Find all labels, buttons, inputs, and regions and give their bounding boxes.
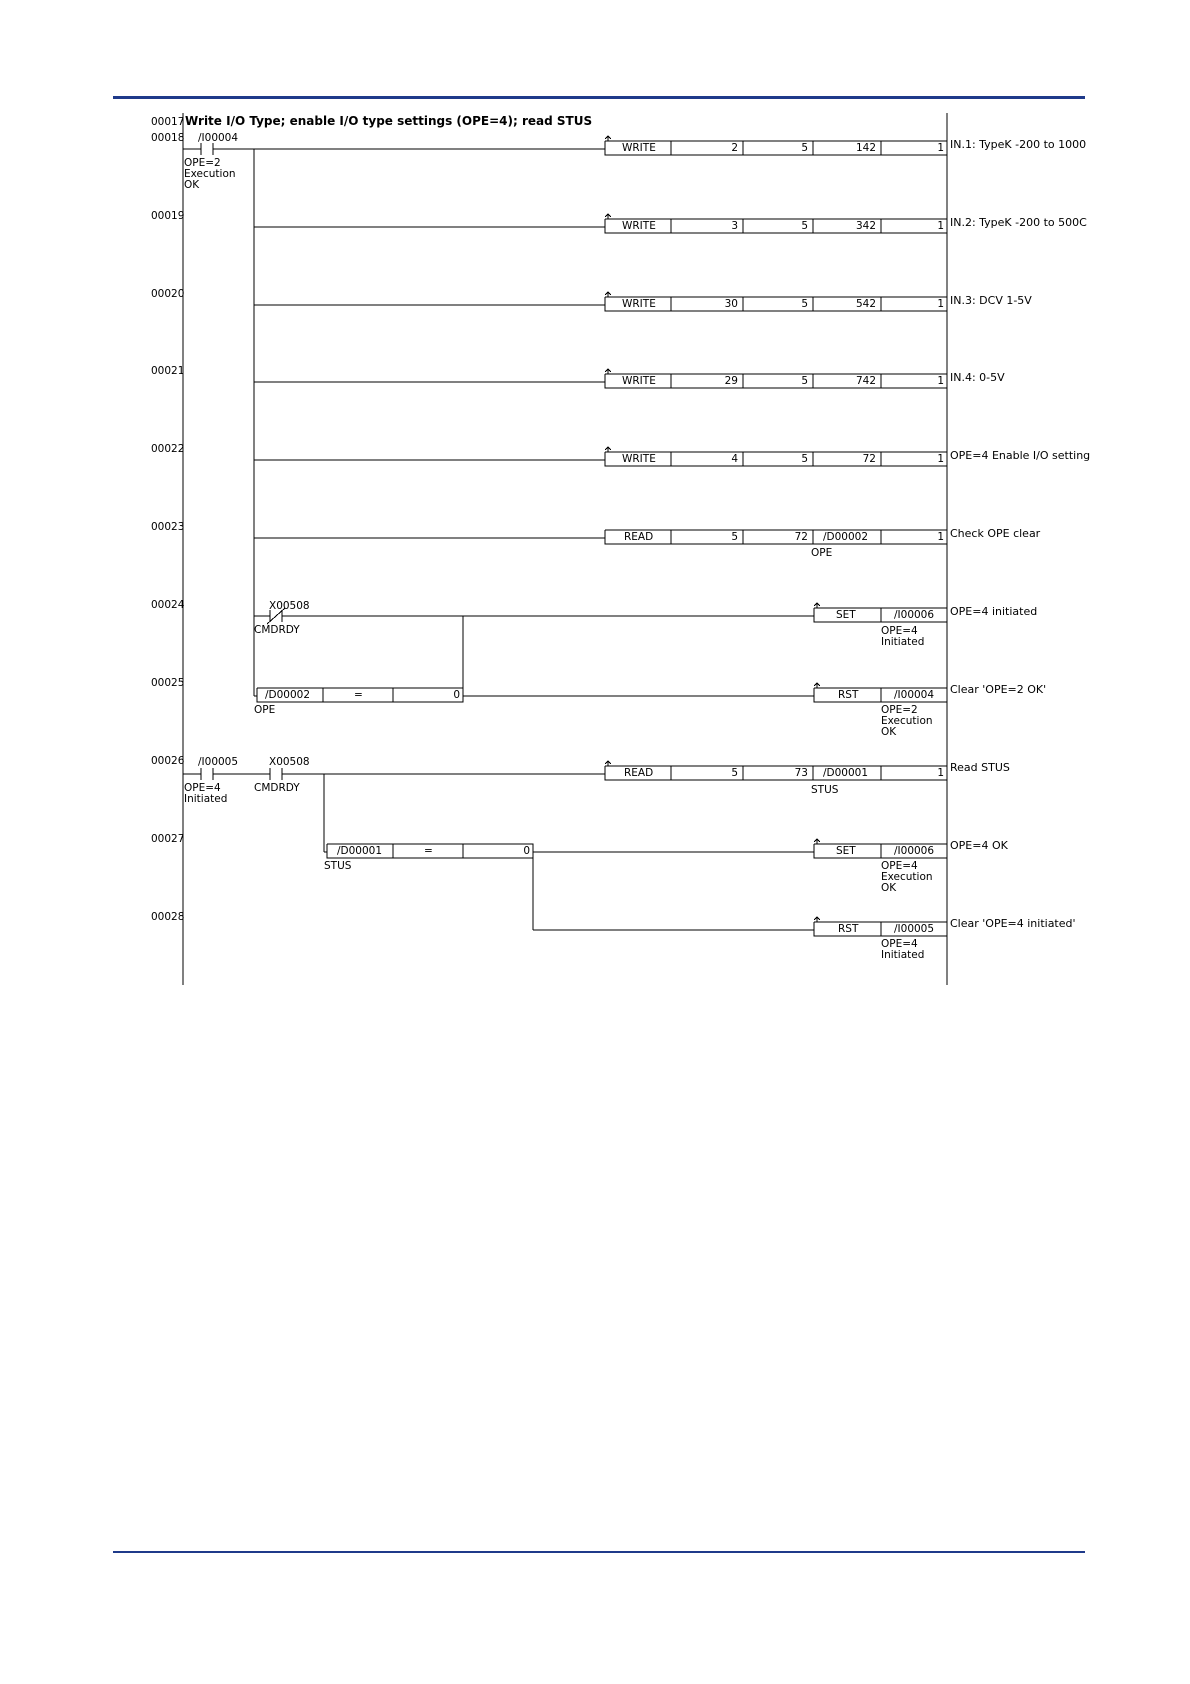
step-number: 00021 (151, 365, 185, 377)
instruction-sub: OPE=4 (881, 860, 918, 872)
instruction-arg: 342 (855, 220, 876, 232)
rung-comment: OPE=4 initiated (950, 605, 1038, 618)
instruction-arg: 4 (731, 453, 738, 465)
instruction-op: WRITE (622, 453, 656, 465)
rung-comment: OPE=4 OK (950, 839, 1008, 852)
compare-arg: = (424, 845, 433, 857)
instruction-read-ope (605, 530, 947, 559)
step-number: 00023 (151, 521, 185, 533)
contact-i00005 (183, 756, 238, 805)
instruction-sub: Initiated (881, 949, 925, 961)
step-number: 00026 (151, 755, 185, 767)
instruction-arg: 5 (801, 453, 808, 465)
instruction-arg: 142 (855, 142, 876, 154)
instruction-arg: 29 (724, 375, 738, 387)
instruction-arg: /D00001 (823, 767, 869, 779)
rung-comment: Check OPE clear (950, 527, 1041, 540)
instruction-arg: 5 (801, 220, 808, 232)
instruction-write-in2 (605, 214, 947, 233)
instruction-sub: Execution (881, 871, 933, 883)
rung-comment: Read STUS (950, 761, 1010, 774)
instruction-arg: 1 (937, 453, 944, 465)
instruction-read-stus (605, 761, 947, 796)
contact-label: OK (184, 179, 200, 191)
instruction-op: WRITE (622, 142, 656, 154)
rung-comment: Clear 'OPE=4 initiated' (950, 917, 1076, 930)
contact-label: Execution (184, 168, 236, 180)
contact-x00508 (254, 756, 310, 794)
instruction-arg: /I00006 (894, 609, 935, 621)
rung-comment: IN.2: TypeK -200 to 500C (950, 216, 1087, 229)
instruction-write-in4 (605, 369, 947, 388)
contact-address: /I00004 (198, 132, 239, 144)
instruction-arg: 542 (855, 298, 876, 310)
step-number: 00028 (151, 911, 185, 923)
step-number: 00022 (151, 443, 185, 455)
step-number: 00019 (151, 210, 185, 222)
instruction-op: WRITE (622, 375, 656, 387)
contact-i00004 (183, 132, 238, 191)
rung-comment: IN.3: DCV 1-5V (950, 294, 1032, 307)
instruction-set-ope4-initiated (814, 603, 947, 648)
step-numbers (151, 132, 185, 923)
compare-arg: 0 (523, 845, 530, 857)
instruction-sub: Initiated (881, 636, 925, 648)
instruction-arg: /I00004 (894, 689, 935, 701)
step-number: 00024 (151, 599, 185, 611)
instruction-arg: 5 (801, 298, 808, 310)
compare-sub: OPE (254, 704, 276, 716)
instruction-arg: 5 (731, 531, 738, 543)
contact-label: OPE=4 (184, 782, 221, 794)
instruction-arg: 1 (937, 531, 944, 543)
contact-label: CMDRDY (254, 624, 300, 636)
rung-comment: IN.4: 0-5V (950, 371, 1005, 384)
step-number: 00027 (151, 833, 185, 845)
rung-comment: IN.1: TypeK -200 to 1000 (950, 138, 1087, 151)
compare-arg: 0 (453, 689, 460, 701)
instruction-arg: 1 (937, 375, 944, 387)
instruction-write-ope4 (605, 447, 947, 466)
instruction-arg: /I00005 (894, 923, 935, 935)
contact-address: X00508 (269, 756, 310, 768)
instruction-arg: 30 (724, 298, 738, 310)
instruction-op: WRITE (622, 298, 656, 310)
instruction-op: RST (838, 923, 859, 935)
instruction-op: SET (836, 609, 856, 621)
instruction-sub: OPE (811, 547, 833, 559)
contact-address: X00508 (269, 600, 310, 612)
compare-arg: /D00002 (265, 689, 311, 701)
contact-address: /I00005 (198, 756, 239, 768)
instruction-rst-ope4-initiated (814, 917, 947, 961)
step-number: 00018 (151, 132, 185, 144)
instruction-arg: 73 (794, 767, 808, 779)
instruction-sub: OPE=4 (881, 938, 918, 950)
instruction-arg: 1 (937, 767, 944, 779)
instruction-arg: 3 (731, 220, 738, 232)
instruction-arg: 2 (731, 142, 738, 154)
contact-label: CMDRDY (254, 782, 300, 794)
instruction-op: READ (624, 767, 654, 779)
instruction-sub: OK (881, 882, 897, 894)
instruction-arg: 1 (937, 298, 944, 310)
instruction-op: SET (836, 845, 856, 857)
instruction-rst-ope2-ok (814, 683, 947, 738)
instruction-arg: /I00006 (894, 845, 935, 857)
title-step-number: 00017 (151, 116, 185, 128)
compare-arg: /D00001 (337, 845, 383, 857)
contact-label: OPE=2 (184, 157, 221, 169)
instruction-op: READ (624, 531, 654, 543)
contact-label: Initiated (184, 793, 228, 805)
instruction-op: WRITE (622, 220, 656, 232)
step-number: 00020 (151, 288, 185, 300)
instruction-write-in3 (605, 292, 947, 311)
step-number: 00025 (151, 677, 185, 689)
rung-comment: OPE=4 Enable I/O setting (950, 449, 1091, 462)
instruction-arg: 1 (937, 220, 944, 232)
compare-d00002 (254, 688, 463, 716)
instruction-arg: 72 (862, 453, 876, 465)
instruction-set-ope4-ok (814, 839, 947, 894)
instruction-sub: OK (881, 726, 897, 738)
instruction-sub: Execution (881, 715, 933, 727)
instruction-arg: 5 (801, 375, 808, 387)
instruction-arg: 742 (855, 375, 876, 387)
instruction-op: RST (838, 689, 859, 701)
instruction-arg: 1 (937, 142, 944, 154)
compare-arg: = (354, 689, 363, 701)
compare-d00001 (324, 844, 533, 872)
instruction-arg: 5 (801, 142, 808, 154)
instruction-write-in1 (605, 136, 947, 155)
instruction-sub: OPE=2 (881, 704, 918, 716)
instruction-arg: 5 (731, 767, 738, 779)
compare-sub: STUS (324, 860, 352, 872)
instruction-sub: OPE=4 (881, 625, 918, 637)
diagram-title: Write I/O Type; enable I/O type settings (OPE=4); read STUS (185, 114, 593, 128)
instruction-arg: 72 (794, 531, 808, 543)
rung-comments (950, 138, 1090, 930)
instruction-sub: STUS (811, 784, 839, 796)
contact-x00508-nc (254, 600, 310, 636)
rung-comment: Clear 'OPE=2 OK' (950, 683, 1047, 696)
instruction-arg: /D00002 (823, 531, 869, 543)
